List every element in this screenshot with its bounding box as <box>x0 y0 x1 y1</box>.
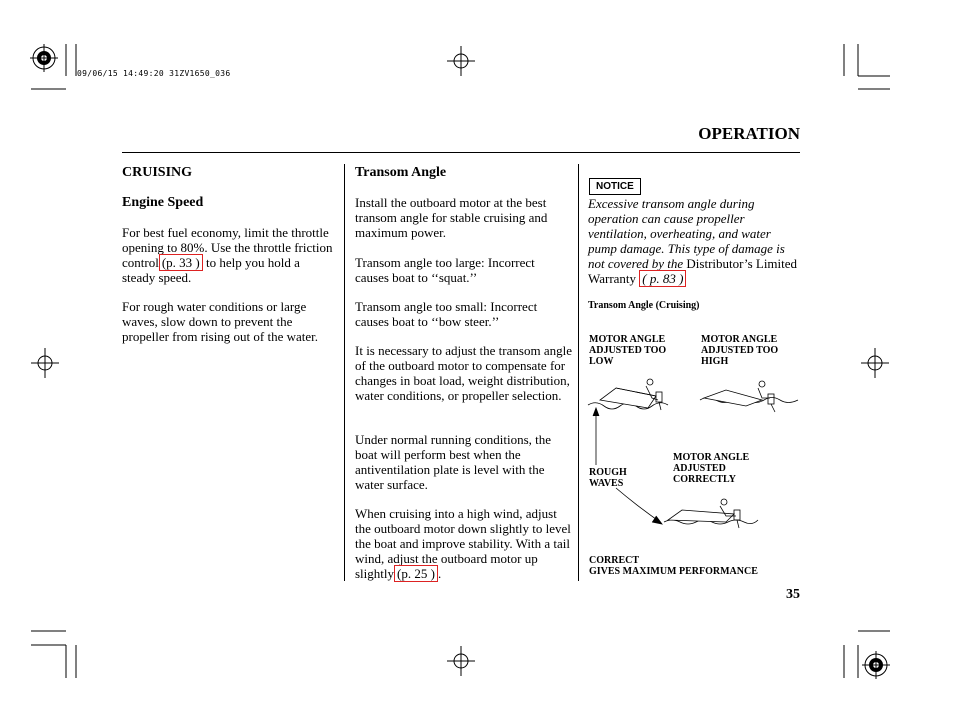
label-angle-too-low <box>589 334 666 367</box>
caption-line: CORRECT <box>589 555 640 566</box>
transom-angle-illustration <box>586 370 802 540</box>
page-number: 35 <box>786 587 800 602</box>
paragraph-text: For best fuel economy, limit the throttle opening to 80%. Use the throttle friction control <box>122 225 333 270</box>
page-reference-link[interactable]: ( p. 83 ) <box>639 270 686 287</box>
label-line: LOW <box>589 356 614 367</box>
label-angle-too-high <box>701 334 778 367</box>
notice-italic-text: Excessive transom angle during operation can cause propeller ventilation, overheating, and water pump damage. This type of damage is not covered by the <box>588 196 785 271</box>
paragraph-text: . <box>437 566 442 581</box>
subheading-transom-angle: Transom Angle <box>355 165 447 180</box>
paragraph <box>355 506 573 581</box>
arrow-diagonal-icon <box>616 488 662 524</box>
crosshair-icon <box>447 46 475 76</box>
label-line: HIGH <box>701 356 729 367</box>
page-reference-link[interactable]: (p. 33 ) <box>159 254 203 271</box>
header-rule <box>122 152 800 153</box>
label-line: ADJUSTED TOO <box>589 345 667 356</box>
notice-badge: NOTICE <box>589 178 641 195</box>
column-divider <box>344 164 345 581</box>
boat-bow-down-icon <box>700 381 798 412</box>
print-stamp: 09/06/15 14:49:20 31ZV1650_036 <box>77 69 231 78</box>
figure-title: Transom Angle (Cruising) <box>588 300 700 311</box>
paragraph <box>122 225 334 285</box>
notice-plain-text: Distributor’s Limited Warranty <box>588 256 798 286</box>
label-line: MOTOR ANGLE <box>673 452 750 463</box>
label-line: MOTOR ANGLE <box>701 334 778 345</box>
page-reference-link[interactable]: (p. 25 ) <box>394 565 438 582</box>
starburst-icon <box>862 651 890 679</box>
figure-caption <box>589 555 758 577</box>
boat-level-icon <box>664 499 758 528</box>
section-title: OPERATION <box>698 124 800 143</box>
paragraph: Install the outboard motor at the best transom angle for stable cruising and maximum power. <box>355 195 548 240</box>
paragraph: Under normal running conditions, the boat will perform best when the antiventilation plate is level with the water surface. <box>355 432 552 492</box>
label-line: WAVES <box>589 478 624 489</box>
label-line: ROUGH <box>589 467 627 478</box>
paragraph: Transom angle too small: Incorrect causes boat to ‘‘bow steer.’’ <box>355 299 538 329</box>
label-line: ADJUSTED TOO <box>701 345 779 356</box>
notice-text <box>588 196 798 286</box>
arrow-up-icon <box>593 408 599 465</box>
label-line: MOTOR ANGLE <box>589 334 666 345</box>
label-line: ADJUSTED <box>673 463 726 474</box>
paragraph-text: When cruising into a high wind, adjust the outboard motor down slightly to level the boat and improve stability. With a tail wind, adjust the outboard motor up slightly <box>355 506 571 581</box>
label-line: CORRECTLY <box>673 474 736 485</box>
section-heading-cruising: CRUISING <box>122 165 193 180</box>
column-divider <box>578 164 579 581</box>
crosshair-icon <box>861 348 889 378</box>
paragraph: For rough water conditions or large waves, slow down to prevent the propeller from rising out of the water. <box>122 299 319 344</box>
paragraph: It is necessary to adjust the transom angle of the outboard motor to compensate for changes in boat load, weight distribution, water conditions, or propeller selection. <box>355 343 572 403</box>
crosshair-icon <box>447 646 475 676</box>
paragraph: Transom angle too large: Incorrect causes boat to ‘‘squat.’’ <box>355 255 535 285</box>
subheading-engine-speed: Engine Speed <box>122 195 204 210</box>
crosshair-icon <box>31 348 59 378</box>
starburst-icon <box>30 44 58 72</box>
caption-line: GIVES MAXIMUM PERFORMANCE <box>589 566 758 577</box>
paragraph-text: to help you hold a steady speed. <box>122 255 300 285</box>
boat-bow-up-icon <box>588 379 668 410</box>
